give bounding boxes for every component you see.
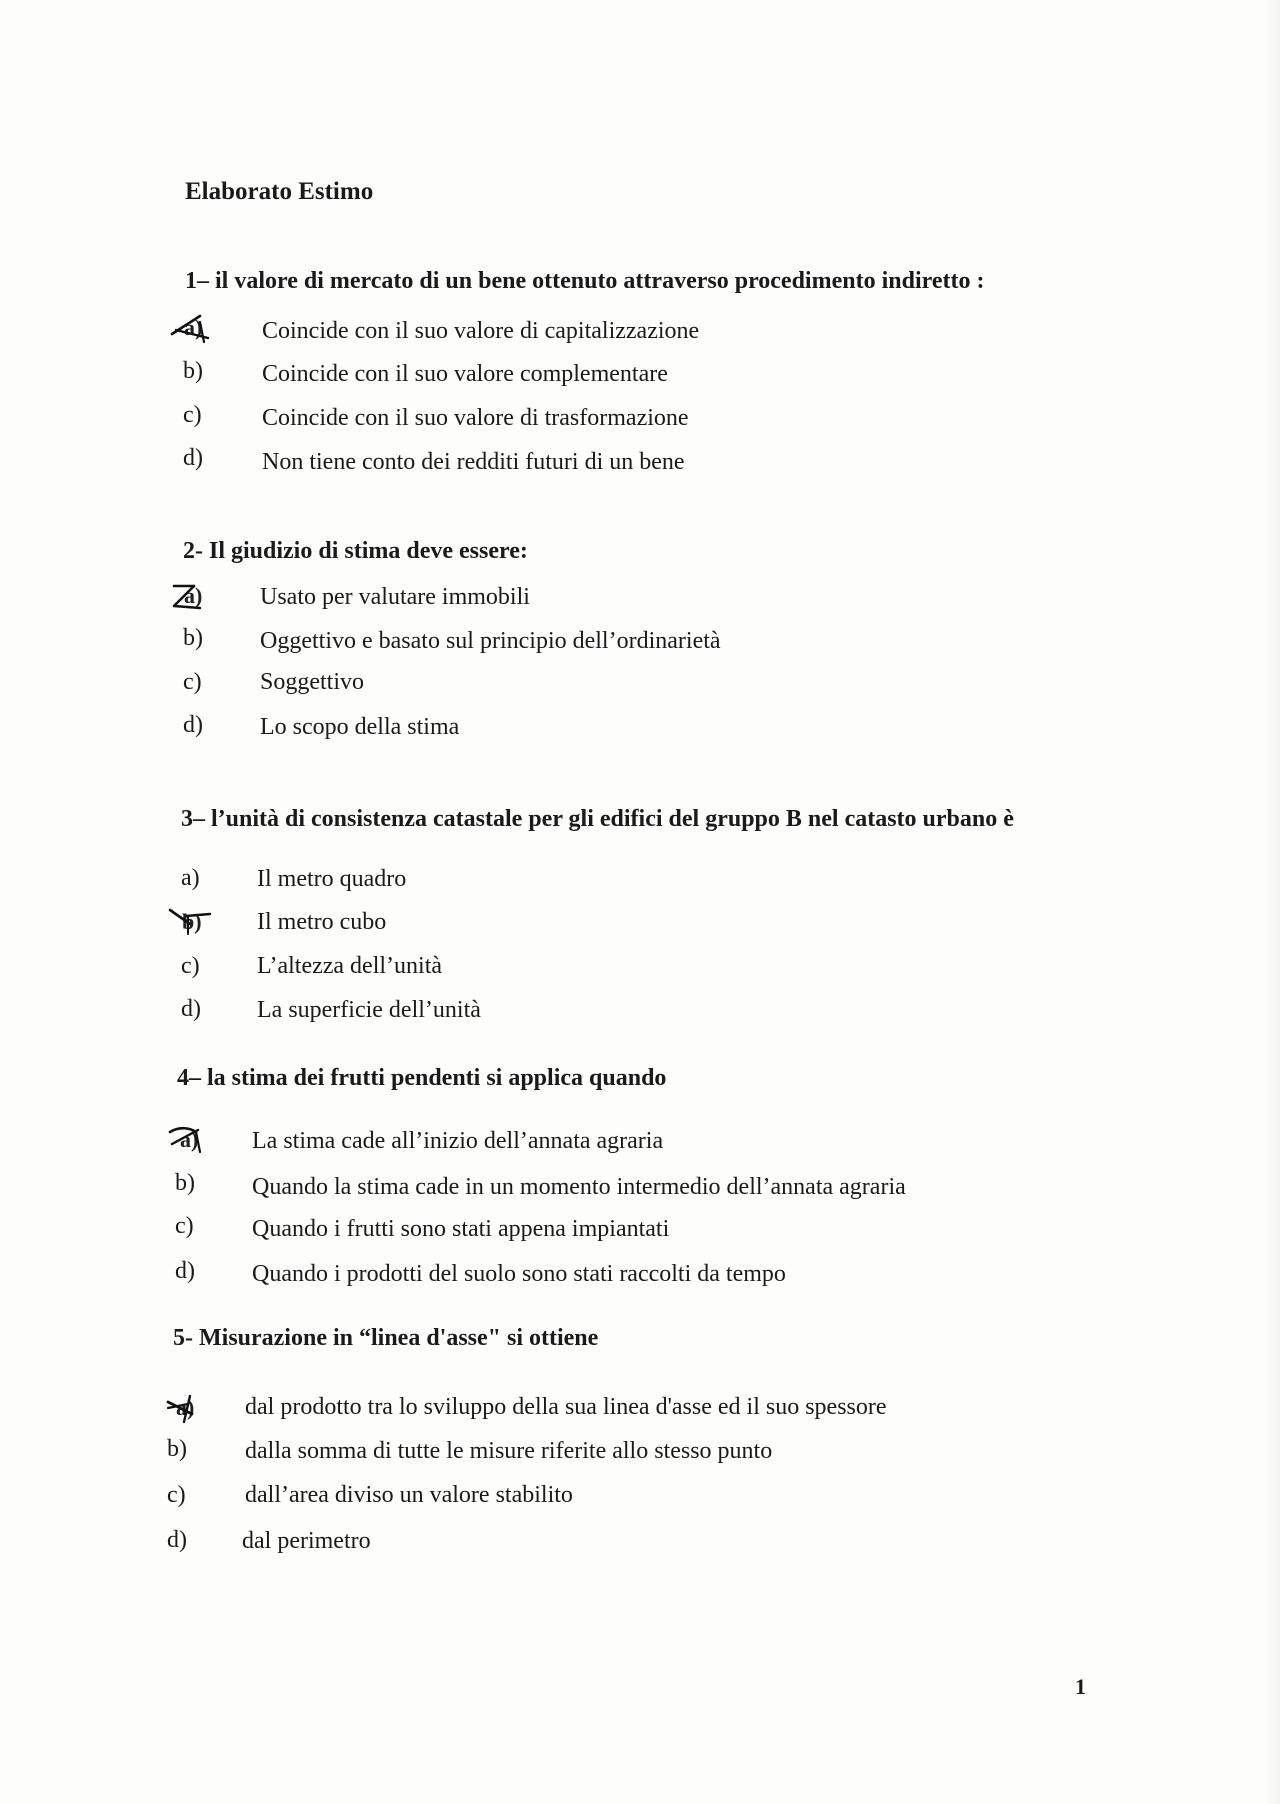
handwritten-cross-mark-label: b) <box>182 909 202 934</box>
option-2d-text: Lo scopo della stima <box>260 714 460 740</box>
option-4a-marked <box>166 1124 210 1156</box>
option-4c-text: Quando i frutti sono stati appena impiantati <box>252 1216 670 1242</box>
option-1a-text: Coincide con il suo valore di capitalizzazione <box>262 318 700 344</box>
option-1c-text: Coincide con il suo valore di trasformazione <box>262 405 689 431</box>
option-1a-marked <box>170 312 214 344</box>
option-5c-label: c) <box>167 1482 186 1508</box>
handwritten-cross-mark-label: a) <box>176 1395 195 1420</box>
option-3a-label: a) <box>181 865 200 891</box>
option-5a-text: dal prodotto tra lo sviluppo della sua linea d'asse ed il suo spessore <box>245 1394 887 1420</box>
handwritten-cross-mark-icon <box>162 1392 206 1424</box>
option-5c-text: dall’area diviso un valore stabilito <box>245 1482 573 1508</box>
option-5b-label: b) <box>167 1436 187 1462</box>
option-4d-text: Quando i prodotti del suolo sono stati raccolti da tempo <box>252 1261 786 1287</box>
option-1b-text: Coincide con il suo valore complementare <box>262 361 668 387</box>
option-3c-label: c) <box>181 953 200 979</box>
option-5d-label: d) <box>167 1527 187 1553</box>
option-3b-marked <box>168 906 212 938</box>
option-2c-label: c) <box>183 669 202 695</box>
option-5a-marked <box>162 1392 206 1424</box>
option-3d-text: La superficie dell’unità <box>257 997 481 1023</box>
option-5b-text: dalla somma di tutte le misure riferite allo stesso punto <box>245 1438 773 1464</box>
option-2d-label: d) <box>183 712 203 738</box>
question-5-text: 5- Misurazione in “linea d'asse" si ottiene <box>173 1325 599 1351</box>
handwritten-cross-mark-icon <box>168 906 212 938</box>
option-1d-text: Non tiene conto dei redditi futuri di un bene <box>262 449 685 475</box>
option-4c-label: c) <box>175 1213 194 1239</box>
option-3a-text: Il metro quadro <box>257 866 407 892</box>
handwritten-cross-mark-icon <box>170 580 214 612</box>
question-3-text: 3– l’unità di consistenza catastale per gli edifici del gruppo B nel catasto urbano è <box>181 806 1014 832</box>
option-2a-text: Usato per valutare immobili <box>260 584 530 610</box>
question-4-text: 4– la stima dei frutti pendenti si applica quando <box>177 1065 667 1091</box>
option-2b-text: Oggettivo e basato sul principio dell’ordinarietà <box>260 628 721 654</box>
question-2-text: 2- Il giudizio di stima deve essere: <box>183 538 528 564</box>
option-4b-label: b) <box>175 1170 195 1196</box>
handwritten-cross-mark-icon <box>170 312 214 344</box>
option-3c-text: L’altezza dell’unità <box>257 953 443 979</box>
option-2b-label: b) <box>183 625 203 651</box>
option-1d-label: d) <box>183 445 203 471</box>
handwritten-cross-mark-label: a) <box>184 583 203 608</box>
option-3b-text: Il metro cubo <box>257 909 387 935</box>
option-1c-label: c) <box>183 402 202 428</box>
page-edge-shadow <box>1262 0 1280 1804</box>
option-4a-text: La stima cade all’inizio dell’annata agraria <box>252 1128 664 1154</box>
option-2c-text: Soggettivo <box>260 669 365 695</box>
handwritten-cross-mark-label: a) <box>180 1127 199 1152</box>
question-1-text: 1– il valore di mercato di un bene ottenuto attraverso procedimento indiretto : <box>185 268 985 294</box>
document-title: Elaborato Estimo <box>185 178 374 205</box>
option-5d-text: dal perimetro <box>242 1528 371 1554</box>
page-number: 1 <box>1075 1674 1086 1699</box>
option-3d-label: d) <box>181 996 201 1022</box>
option-4b-text: Quando la stima cade in un momento intermedio dell’annata agraria <box>252 1174 906 1200</box>
handwritten-cross-mark-icon <box>166 1124 210 1156</box>
option-4d-label: d) <box>175 1258 195 1284</box>
handwritten-cross-mark-label: a) <box>184 315 203 340</box>
option-2a-marked <box>170 580 214 612</box>
option-1b-label: b) <box>183 358 203 384</box>
